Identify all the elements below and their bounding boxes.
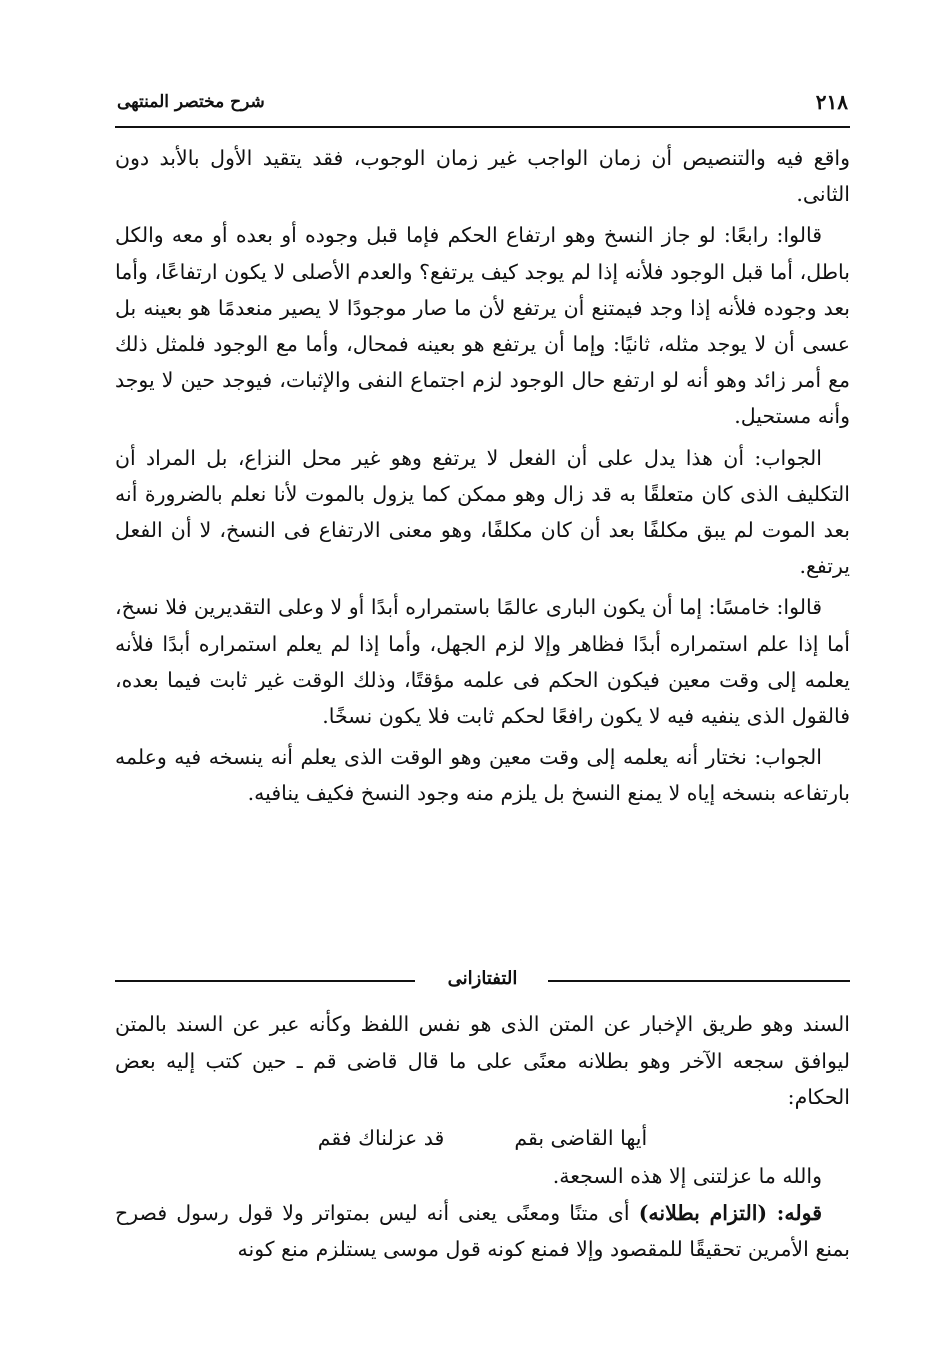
commentary-separator: [115, 968, 850, 992]
main-text-block: [115, 140, 850, 817]
main-paragraph: قالوا: رابعًا: لو جاز النسخ وهو ارتفاع الحكم فإما قبل وجوده أو بعده أو معه والكل باطل، أما قبل الوجود فلأنه إذا لم يوجد كيف يرتفع؟ والعدم الأصلى لا يكون ارتفاعًا، وأما بعد وجوده فلأنه إذا وجد فيمتنع أن يرتفع لأن ما صار موجودًا لا يصير منعدمًا هو بعينه بل عسى أن لا يوجد مثله، ثانيًا: وإما أن يرتفع هو بعينه فمحال، وأما مع الوجود فلمثل ذلك مع أمر زائد وهو أنه لو ارتفع حال الوجود لزم اجتماع النفى والإثبات، فيوجد حين لا يوجد وأنه مستحيل.: [115, 223, 850, 429]
quoted-phrase-label: قوله: (التزام بطلانه): [638, 1200, 822, 1225]
main-paragraph: واقع فيه والتنصيص أن زمان الواجب غير زمان الوجوب، فقد يتقيد الأول بالأبد دون الثانى.: [115, 146, 850, 207]
commentary-paragraph: [115, 1195, 850, 1268]
commentary-paragraph: السند وهو طريق الإخبار عن المتن الذى هو نفس اللفظ وكأنه عبر عن السند بالمتن ليوافق سجعه الآخر وهو بطلانه معنًى على ما قال قاضى قم ـ حين كتب إليه بعض الحكام:: [115, 1012, 850, 1109]
running-title: شرح مختصر المنتهى: [117, 92, 265, 112]
poem-verse: [115, 1120, 850, 1157]
page-number: ٢١٨: [815, 90, 848, 114]
separator-rule-left: [115, 980, 415, 982]
commentary-block: [115, 1006, 850, 1268]
page-header: [115, 86, 850, 128]
main-paragraph: الجواب: أن هذا يدل على أن الفعل لا يرتفع وهو غير محل النزاع، بل المراد أن التكليف الذى كان متعلقًا به قد زال وهو ممكن كما يزول بالموت لأنا نعلم بالضرورة أنه بعد الموت لم يبق مكلفًا بعد أن كان مكلفًا، وهو معنى الارتفاع فى النسخ، لا أن الفعل يرتفع.: [115, 445, 850, 579]
commentary-paragraph: والله ما عزلتنى إلا هذه السجعة.: [552, 1164, 822, 1188]
main-paragraph: الجواب: نختار أنه يعلمه إلى وقت معين وهو الوقت الذى يعلم أنه ينسخه فيه وعلمه بارتفاعه بنسخه إياه لا يمنع النسخ بل يلزم منه وجود النسخ فكيف ينافيه.: [115, 745, 850, 806]
main-paragraph: قالوا: خامسًا: إما أن يكون البارى عالمًا باستمراره أبدًا أو لا وعلى التقديرين فلا نسخ، أما إذا علم استمراره أبدًا فظاهر وإلا لزم الجهل، وأما إذا لم يعلم استمراره أبدًا فلأنه يعلمه إلى وقت معين فيكون الحكم فى علمه مؤقتًا، وذلك الوقت غير ثابت فيما بعده، فالقول الذى ينفيه فيه لا يكون رافعًا لحكم ثابت فلا يكون نسخًا.: [115, 595, 850, 729]
commentary-text: أى متنًا ومعنًى يعنى أنه ليس بمتواتر ولا قول رسول فصرح بمنع الأمرين تحقيقًا للمقصود وإلا فمنع كونه قول موسى يستلزم منع كونه: [115, 1200, 850, 1261]
verse-second-hemistich: قد عزلناك فقم: [317, 1125, 445, 1150]
commentator-name: التفتازانى: [447, 968, 518, 989]
separator-rule-right: [548, 980, 850, 982]
verse-first-hemistich: أيها القاضى بقم: [514, 1125, 648, 1150]
